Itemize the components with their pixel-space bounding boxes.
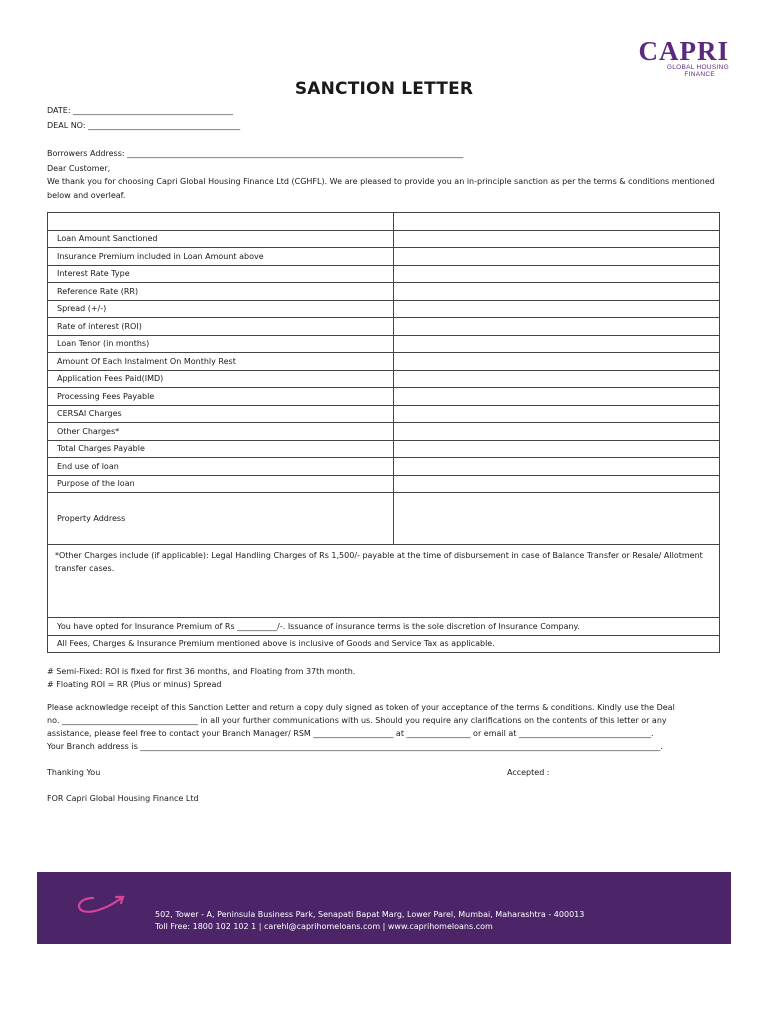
floating-note: # Floating ROI = RR (Plus or minus) Spread — [47, 680, 222, 689]
row-label: Purpose of the loan — [48, 475, 394, 493]
table-row — [48, 248, 720, 266]
row-value — [394, 283, 720, 301]
borrowers-address-field: Borrowers Address: ____________________________________________________________________________________ — [47, 149, 464, 158]
inclusive-line-row — [48, 635, 720, 653]
row-label: End use of loan — [48, 458, 394, 476]
swoosh-logo-icon — [73, 894, 127, 916]
row-value — [394, 405, 720, 423]
row-label: Interest Rate Type — [48, 265, 394, 283]
company-logo — [604, 38, 729, 78]
greeting: Dear Customer, — [47, 164, 111, 173]
table-row — [48, 283, 720, 301]
logo-subtitle-line1: GLOBAL HOUSING — [666, 64, 729, 71]
row-label: Amount Of Each Instalment On Monthly Rest — [48, 353, 394, 371]
row-value — [394, 388, 720, 406]
insurance-line: You have opted for Insurance Premium of Rs __________/-. Issuance of insurance terms is the sole discretion of Insurance Company. — [48, 618, 720, 636]
inclusive-line: All Fees, Charges & Insurance Premium mentioned above is inclusive of Goods and Service Tax as applicable. — [48, 635, 720, 653]
table-row — [48, 388, 720, 406]
row-label: Total Charges Payable — [48, 440, 394, 458]
row-label: Rate of interest (ROI) — [48, 318, 394, 336]
row-value — [394, 213, 720, 231]
row-value — [394, 353, 720, 371]
table-row — [48, 230, 720, 248]
acknowledge-line-4: Your Branch address is __________________________________________________________________________________________________________________________________. — [47, 742, 663, 751]
row-label: Loan Amount Sanctioned — [48, 230, 394, 248]
row-label: Reference Rate (RR) — [48, 283, 394, 301]
row-value — [394, 440, 720, 458]
for-company: FOR Capri Global Housing Finance Ltd — [47, 794, 199, 803]
row-label: Loan Tenor (in months) — [48, 335, 394, 353]
row-label — [48, 213, 394, 231]
footer-address: 502, Tower - A, Peninsula Business Park, Senapati Bapat Marg, Lower Parel, Mumbai, Maharashtra - 400013 — [155, 910, 585, 919]
acknowledge-line-3: assistance, please feel free to contact your Branch Manager/ RSM ____________________ at ________________ or email at _________________________________. — [47, 729, 654, 738]
sanction-details-table — [47, 212, 720, 653]
row-value — [394, 248, 720, 266]
intro-paragraph: We thank you for choosing Capri Global Housing Finance Ltd (CGHFL). We are pleased to provide you an in-principle sanction as per the terms & conditions mentioned below and overleaf. — [47, 177, 715, 200]
date-field: DATE: ________________________________________ — [47, 106, 234, 115]
thanking-you: Thanking You — [47, 768, 101, 777]
acknowledge-line-1: Please acknowledge receipt of this Sanction Letter and return a copy duly signed as token of your acceptance of the terms & conditions. Kindly use the Deal — [47, 703, 675, 712]
table-row — [48, 335, 720, 353]
table-row — [48, 458, 720, 476]
table-row — [48, 370, 720, 388]
accepted-label: Accepted : — [507, 768, 550, 777]
row-value — [394, 370, 720, 388]
property-address-value — [394, 493, 720, 545]
logo-wordmark: CAPRI — [638, 36, 729, 66]
other-charges-note-row — [48, 545, 720, 618]
table-row — [48, 213, 720, 231]
row-label: CERSAI Charges — [48, 405, 394, 423]
property-address-row — [48, 493, 720, 545]
footer-contact: Toll Free: 1800 102 102 1 | carehl@caprihomeloans.com | www.caprihomeloans.com — [155, 922, 493, 931]
row-value — [394, 300, 720, 318]
row-value — [394, 230, 720, 248]
table-row — [48, 423, 720, 441]
row-value — [394, 475, 720, 493]
table-row — [48, 353, 720, 371]
table-row — [48, 300, 720, 318]
table-row — [48, 440, 720, 458]
table-row — [48, 405, 720, 423]
footer-band — [37, 872, 731, 944]
row-label: Insurance Premium included in Loan Amount above — [48, 248, 394, 266]
deal-no-field: DEAL NO: ______________________________________ — [47, 121, 241, 130]
row-value — [394, 458, 720, 476]
acknowledge-line-2: no. __________________________________ in all your further communications with us. Should you require any clarifications on the contents of this letter or any — [47, 716, 667, 725]
other-charges-note: *Other Charges include (if applicable): Legal Handling Charges of Rs 1,500/- payable at the time of disbursement in case of Balance Transfer or Resale/ Allotment transfer cases. — [48, 545, 720, 618]
property-address-label: Property Address — [48, 493, 394, 545]
logo-subtitle-line2: FINANCE — [684, 71, 715, 78]
row-value — [394, 265, 720, 283]
row-value — [394, 335, 720, 353]
row-label: Spread (+/-) — [48, 300, 394, 318]
insurance-line-row — [48, 618, 720, 636]
table-row — [48, 318, 720, 336]
semi-fixed-note: # Semi-Fixed: ROI is fixed for first 36 months, and Floating from 37th month. — [47, 667, 356, 676]
table-row — [48, 265, 720, 283]
row-value — [394, 423, 720, 441]
row-value — [394, 318, 720, 336]
row-label: Processing Fees Payable — [48, 388, 394, 406]
row-label: Application Fees Paid(IMD) — [48, 370, 394, 388]
table-row — [48, 475, 720, 493]
page-title: SANCTION LETTER — [294, 79, 474, 99]
row-label: Other Charges* — [48, 423, 394, 441]
